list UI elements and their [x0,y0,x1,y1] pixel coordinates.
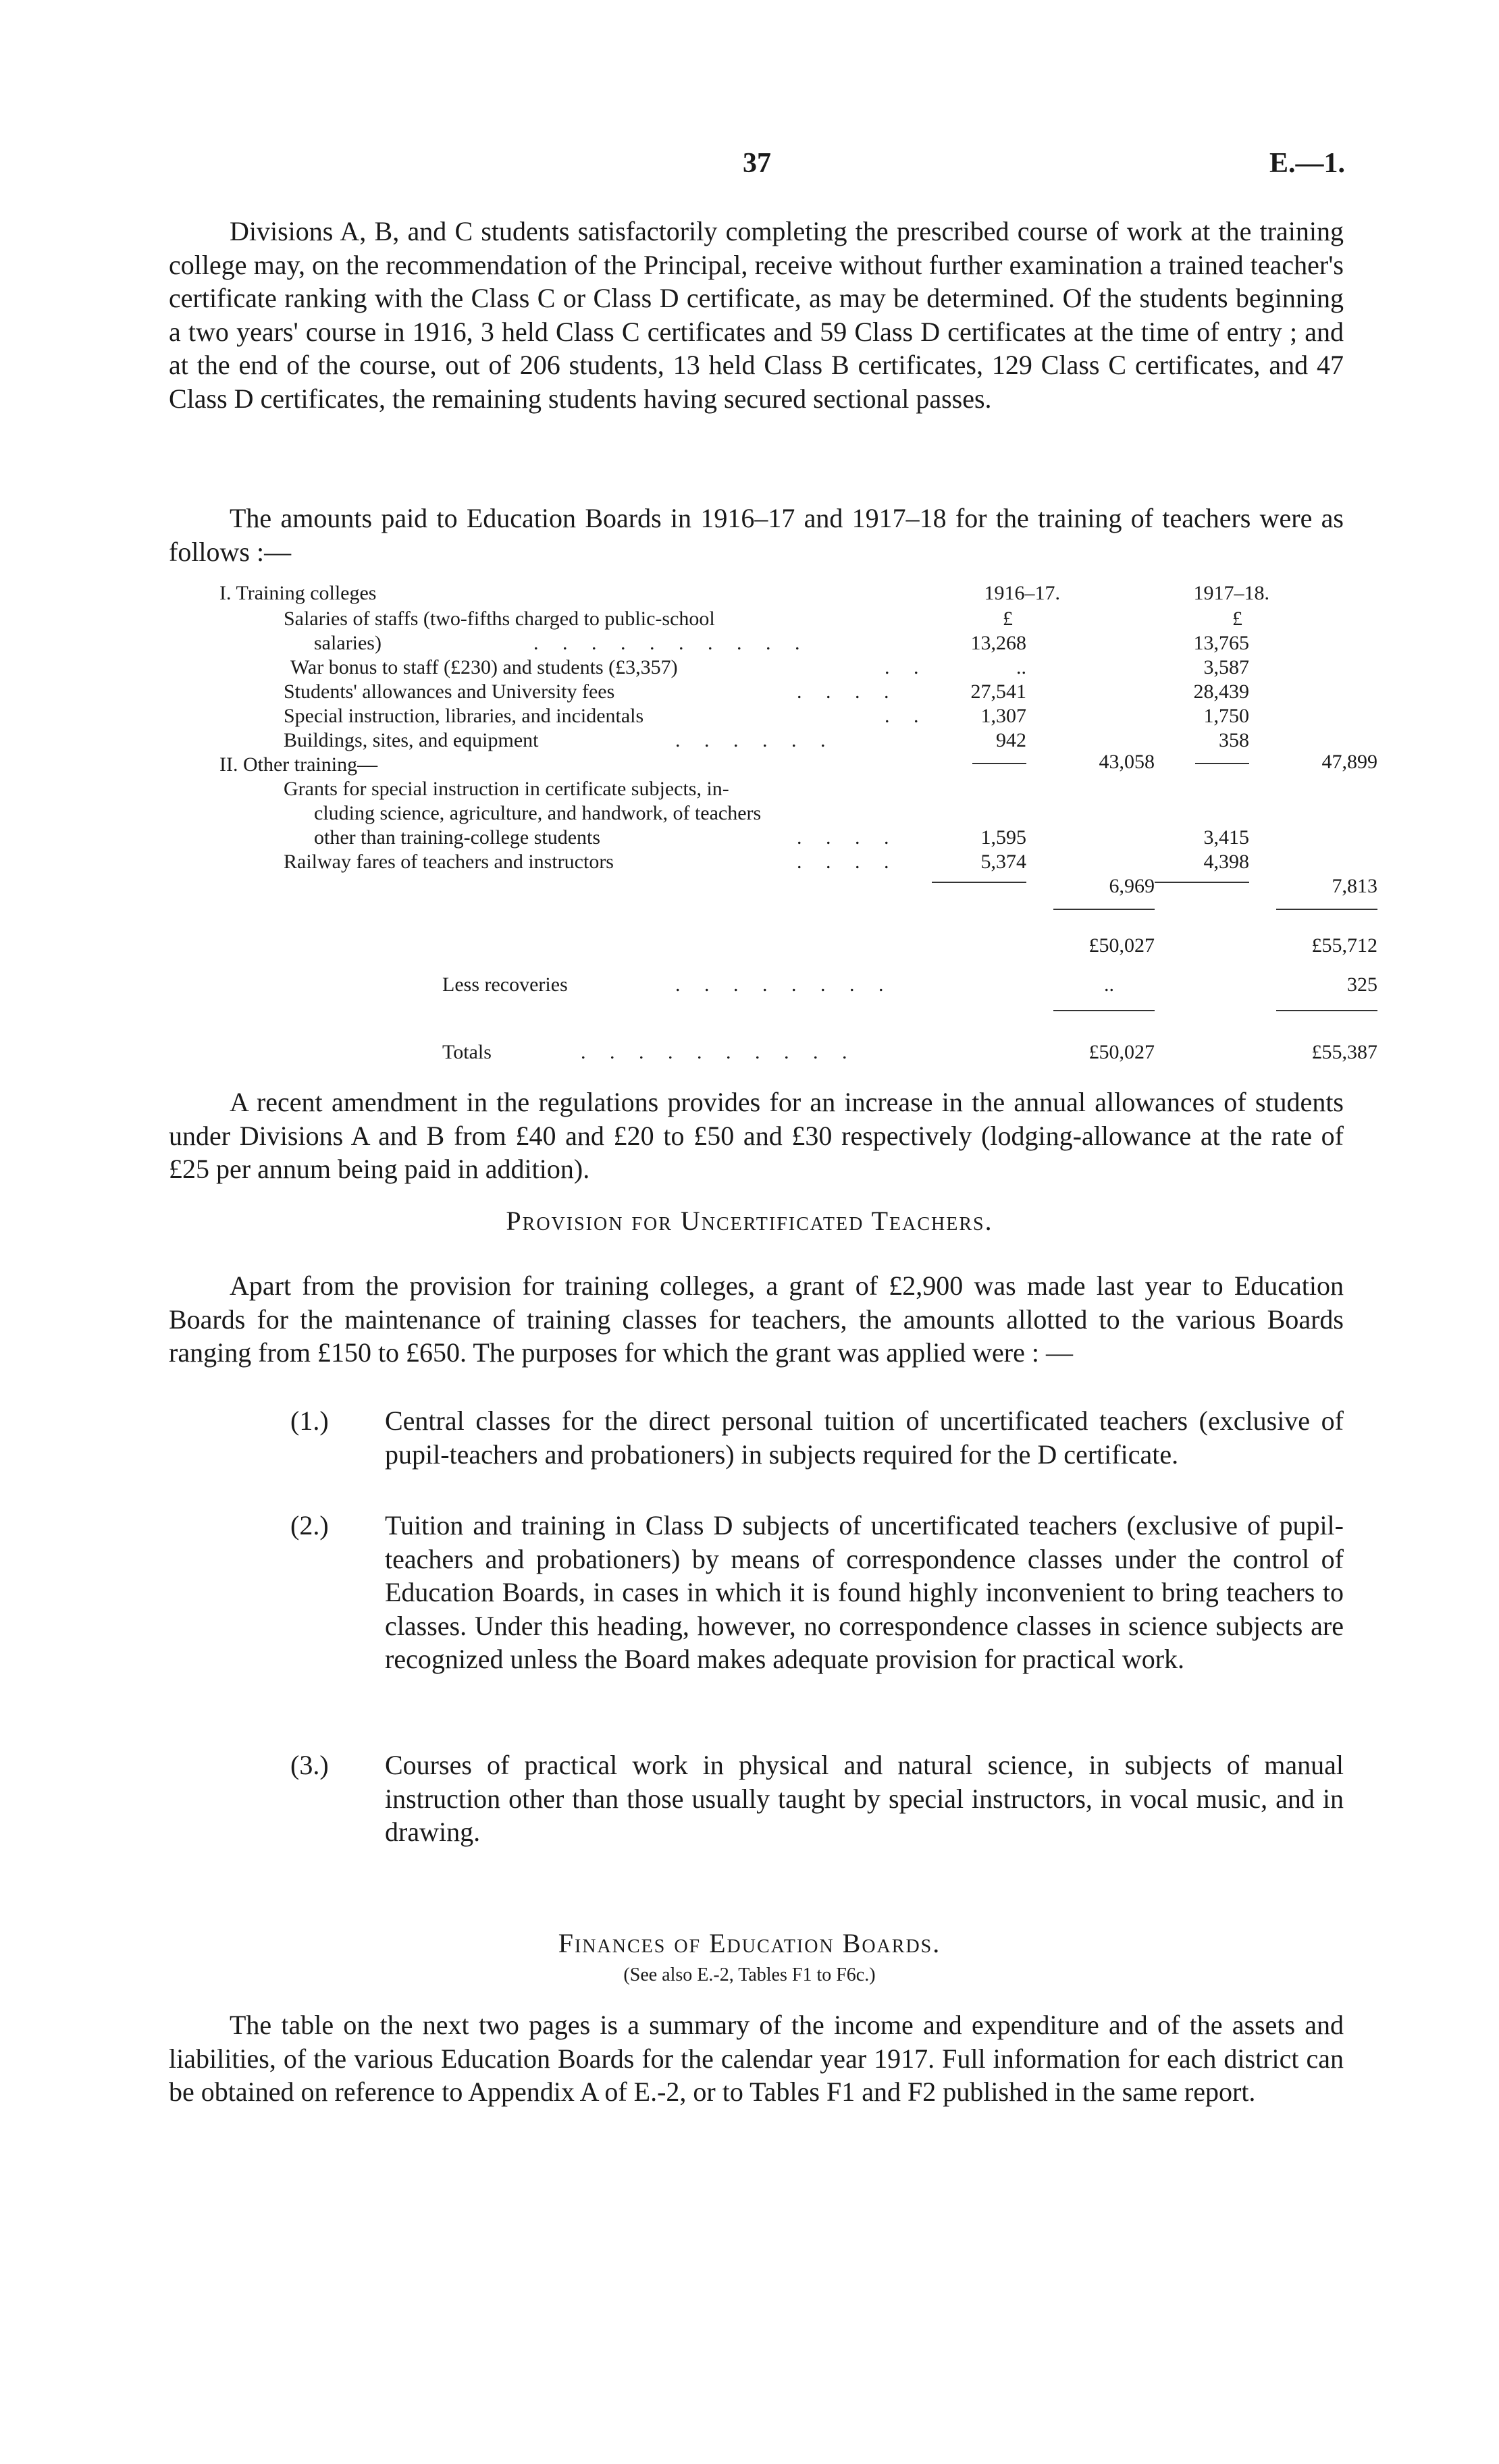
currency-symbol-1917: £ [1232,608,1242,630]
value-recoveries-1916: .. [1104,973,1114,996]
row-label-salaries-cont: salaries) [314,632,382,654]
gross-total-1916: £50,027 [1088,934,1155,957]
paragraph-text: The amounts paid to Education Boards in 1916–17 and 1917–18 for the training of teachers were as follows :— [169,503,1344,567]
column-header-1916-17: 1916–17. [984,582,1060,604]
value-railway-1917: 4,398 [1203,851,1249,873]
leader-dots: . . . . . . . . [675,973,893,996]
row-label-grants-cont: other than training-college students [314,826,601,849]
leader-dots: . . [885,705,928,727]
row-label-salaries: Salaries of staffs (two-fifths charged to public-school [284,608,715,630]
value-special-1916: 1,307 [980,705,1026,727]
value-grants-1916: 1,595 [980,826,1026,849]
gross-total-1917: £55,712 [1311,934,1377,957]
section-heading-finances: Finances of Education Boards. [558,1928,941,1958]
paragraph-amounts-intro [169,502,1344,568]
list-item [290,1404,1344,1505]
section-heading-uncertificated-teachers: Provision for Uncertificated Teachers. [506,1206,993,1236]
totals-1917: £55,387 [1311,1041,1377,1063]
row-label-railway-fares: Railway fares of teachers and instructors [284,851,614,873]
paragraph-text: Divisions A, B, and C students satisfactorily completing the prescribed course of work at the training college may, on the recommendation of the Principal, receive without further examination a trained teacher's certificate ranking with the Class C or Class D certificate, as may be determined. Of the students beginning a two years' course in 1916, 3 held Class C certificates and 59 Class D certificates at the time of entry ; and at the end of the course, out of 206 students, 13 held Class B certificates, 129 Class C certificates, and 47 Class D certificates, the remaining students having secured sectional passes. [169,216,1344,414]
total-rule [1276,1010,1377,1011]
value-buildings-1916: 942 [996,729,1026,751]
leader-dots: . . [885,656,928,678]
paragraph-uncertificated-provision [169,1269,1344,1370]
row-label-totals: Totals [442,1041,492,1063]
subtotal-rule [1155,882,1249,883]
page-number: 37 [743,148,771,179]
list-item [290,1748,1344,1850]
row-label-less-recoveries: Less recoveries [442,973,568,996]
value-buildings-1917: 358 [1219,729,1249,751]
value-railway-1916: 5,374 [980,851,1026,873]
section-training-colleges: I. Training colleges [219,582,377,604]
section-heading-note: (See also E.-2, Tables F1 to F6c.) [623,1964,876,1985]
value-salaries-1916: 13,268 [970,632,1026,654]
list-item-number: (3.) [290,1750,329,1780]
subtotal-training-colleges-1916: 43,058 [1099,751,1155,773]
section-other-training: II. Other training— [219,753,378,776]
row-label-allowances: Students' allowances and University fees [284,680,615,703]
paragraph-finance-summary [169,2008,1344,2109]
list-item-number: (1.) [290,1405,329,1436]
currency-symbol-1916: £ [1003,608,1013,630]
subtotal-rule [932,882,1026,883]
value-war-bonus-1916: .. [1016,656,1026,678]
leader-dots: . . . . . . [675,729,835,751]
total-rule [1053,1010,1155,1011]
value-salaries-1917: 13,765 [1193,632,1249,654]
row-label-grants-cont: cluding science, agriculture, and handwork, of teachers [314,802,762,824]
paragraph-text: A recent amendment in the regulations provides for an increase in the annual allowances of students under Divisions A and B from £40 and £20 to £50 and £30 respectively (lodging-allowance at the rate of £25 per annum being paid in addition). [169,1087,1344,1185]
list-item-number: (2.) [290,1510,329,1541]
paragraph-text: Apart from the provision for training colleges, a grant of £2,900 was made last year to Education Boards for the maintenance of training classes for teachers, the amounts allotted to the various Boards ranging from £150 to £650. The purposes for which the grant was applied were : — [169,1270,1344,1368]
value-allowances-1916: 27,541 [970,680,1026,703]
paragraph-allowance-amendment [169,1086,1344,1186]
list-item-text: Central classes for the direct personal tuition of uncertificated teachers (exclusive of pupil-teachers and probationers) in subjects required for the D certificate. [385,1405,1344,1470]
subtotal-other-training-1916: 6,969 [1109,875,1155,897]
subtotal-rule [1195,763,1249,764]
paragraph-text: The table on the next two pages is a summary of the income and expenditure and of the assets and liabilities, of the various Education Boards for the calendar year 1917. Full information for each district can be obtained on reference to Appendix A of E.-2, or to Tables F1 and F2 published in the same report. [169,2010,1344,2108]
row-label-war-bonus: War bonus to staff (£230) and students (£3,357) [290,656,678,678]
paragraph-training-certificates [169,215,1344,416]
page-reference: E.—1. [1269,148,1346,179]
value-recoveries-1917: 325 [1347,973,1377,996]
row-label-buildings: Buildings, sites, and equipment [284,729,539,751]
list-item-text: Tuition and training in Class D subjects of uncertificated teachers (exclusive of pupil-teachers and probationers) by means of correspondence classes under the control of Education Boards, in cases in which it is found highly inconvenient to bring teachers to classes. Under this heading, however, no correspondence classes in science subjects are recognized unless the Board makes adequate provision for practical work. [385,1510,1344,1675]
total-rule [1276,909,1377,910]
value-special-1917: 1,750 [1203,705,1249,727]
list-item [290,1509,1344,1745]
totals-1916: £50,027 [1088,1041,1155,1063]
row-label-special-instruction: Special instruction, libraries, and incidentals [284,705,644,727]
leader-dots: . . . . . . . . . . [581,1041,857,1063]
column-header-1917-18: 1917–18. [1193,582,1269,604]
leader-dots: . . . . . . . . . . [533,632,810,654]
value-war-bonus-1917: 3,587 [1203,656,1249,678]
subtotal-other-training-1917: 7,813 [1332,875,1377,897]
leader-dots: . . . . [797,851,899,873]
list-item-text: Courses of practical work in physical and natural science, in subjects of manual instruction other than those usually taught by special instructors, in vocal music, and in drawing. [385,1750,1344,1848]
value-allowances-1917: 28,439 [1193,680,1249,703]
leader-dots: . . . . [797,680,899,703]
subtotal-training-colleges-1917: 47,899 [1321,751,1377,773]
total-rule [1053,909,1155,910]
value-grants-1917: 3,415 [1203,826,1249,849]
leader-dots: . . . . [797,826,899,849]
row-label-grants: Grants for special instruction in certificate subjects, in- [284,778,729,800]
subtotal-rule [972,763,1026,764]
